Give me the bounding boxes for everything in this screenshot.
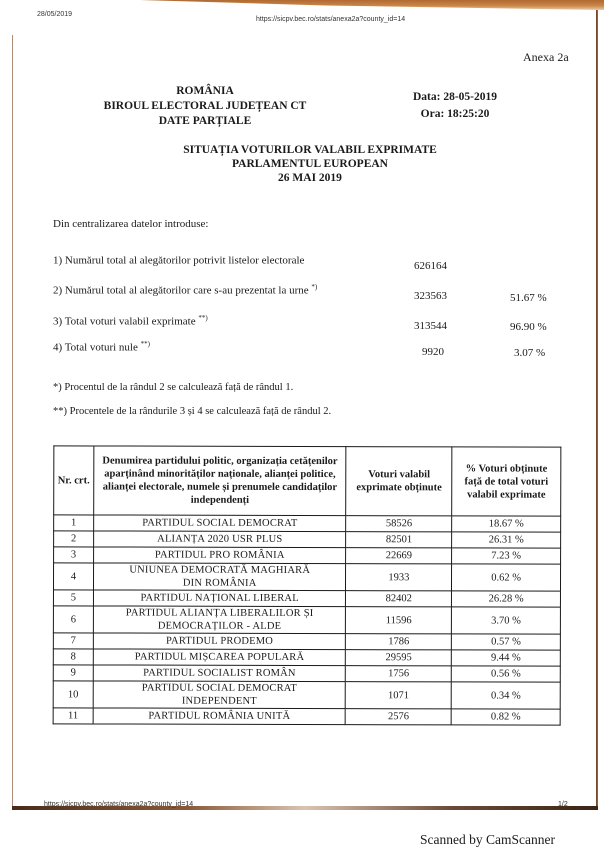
cell-votes: 11596 bbox=[346, 607, 452, 634]
print-url: https://sicpv.bec.ro/stats/anexa2a?county_id=14 bbox=[256, 16, 406, 23]
cell-nr: 10 bbox=[53, 681, 93, 708]
stat-label-text: 3) Total voturi valabil exprimate bbox=[53, 315, 196, 328]
results-table bbox=[53, 445, 562, 725]
cell-party: PARTIDUL SOCIAL DEMOCRAT bbox=[94, 515, 347, 532]
cell-percent: 3.70 % bbox=[452, 607, 561, 634]
cell-party: PARTIDUL ALIANȚA LIBERALILOR ȘI DEMOCRAȚILOR - ALDE bbox=[93, 606, 346, 634]
stat-value: 9920 bbox=[422, 346, 444, 358]
cell-votes: 1071 bbox=[346, 682, 452, 709]
cell-percent: 26.31 % bbox=[452, 532, 561, 548]
stat-label-text: 2) Numărul total al alegătorilor care s-au prezentat la urne bbox=[53, 284, 309, 297]
table-row bbox=[53, 606, 560, 634]
cell-percent: 0.34 % bbox=[451, 682, 560, 709]
cell-percent: 26.28 % bbox=[452, 591, 561, 607]
table-row bbox=[53, 649, 560, 666]
data-status: DATE PARȚIALE bbox=[158, 115, 252, 127]
cell-votes: 1933 bbox=[346, 564, 452, 591]
column-header-votes: Voturi valabil exprimate obținute bbox=[346, 447, 452, 516]
footnote: **) Procentele de la rândurile 3 și 4 se calculează față de rândul 2. bbox=[53, 406, 332, 417]
wood-background bbox=[140, 0, 604, 10]
stat-percent: 96.90 % bbox=[510, 321, 547, 333]
title-line: PARLAMENTUL EUROPEAN bbox=[231, 158, 388, 170]
stat-label bbox=[53, 253, 304, 267]
cell-percent: 0.62 % bbox=[452, 564, 561, 591]
cell-party: PARTIDUL MIȘCAREA POPULARĂ bbox=[93, 649, 346, 666]
stat-label bbox=[53, 283, 317, 297]
datetime-block bbox=[395, 89, 515, 123]
cell-nr: 7 bbox=[53, 633, 93, 649]
cell-percent: 0.57 % bbox=[452, 634, 561, 650]
annex-label: Anexa 2a bbox=[523, 50, 569, 64]
cell-party: PARTIDUL SOCIAL DEMOCRAT INDEPENDENT bbox=[93, 681, 346, 709]
stat-percent: 51.67 % bbox=[510, 292, 547, 304]
cell-nr: 2 bbox=[54, 531, 94, 547]
cell-votes: 2576 bbox=[346, 709, 452, 725]
table-row bbox=[53, 681, 560, 709]
document-title bbox=[150, 143, 470, 185]
stat-value: 323563 bbox=[414, 290, 447, 302]
cell-votes: 22669 bbox=[346, 548, 452, 564]
stat-value: 313544 bbox=[414, 320, 447, 332]
report-date: Data: 28-05-2019 bbox=[413, 91, 497, 103]
cell-votes: 29595 bbox=[346, 650, 452, 666]
table-row bbox=[54, 531, 561, 548]
bureau-name: BIROUL ELECTORAL JUDEȚEAN CT bbox=[103, 100, 307, 112]
cell-nr: 9 bbox=[53, 665, 93, 681]
cell-percent: 9.44 % bbox=[452, 650, 561, 666]
cell-nr: 3 bbox=[54, 547, 94, 563]
cell-percent: 7.23 % bbox=[452, 548, 561, 564]
cell-votes: 58526 bbox=[346, 516, 452, 532]
column-header-nr: Nr. crt. bbox=[54, 446, 94, 515]
column-header-percent: % Voturi obținute față de total voturi valabil exprimate bbox=[452, 447, 561, 516]
cell-party: PARTIDUL PRODEMO bbox=[93, 633, 346, 650]
stat-label-text: 1) Numărul total al alegătorilor potrivit listelor electorale bbox=[53, 254, 305, 267]
stat-label-text: 4) Total voturi nule bbox=[53, 341, 138, 354]
cell-votes: 1786 bbox=[346, 634, 452, 650]
cell-nr: 6 bbox=[53, 606, 93, 633]
cell-votes: 82402 bbox=[346, 591, 452, 607]
issuer-block bbox=[100, 84, 310, 129]
cell-votes: 82501 bbox=[346, 532, 452, 548]
stat-label bbox=[53, 340, 150, 354]
footnote-mark: **) bbox=[140, 340, 150, 348]
title-line: 26 MAI 2019 bbox=[278, 172, 342, 184]
page-edge bbox=[12, 35, 13, 810]
cell-nr: 4 bbox=[53, 563, 93, 590]
cell-percent: 0.56 % bbox=[451, 666, 560, 682]
stat-label bbox=[53, 314, 208, 328]
table-row bbox=[53, 708, 560, 725]
table-header-row bbox=[54, 446, 561, 516]
stat-value: 626164 bbox=[414, 260, 447, 272]
cell-percent: 0.82 % bbox=[451, 709, 560, 725]
cell-party: PARTIDUL SOCIALIST ROMÂN bbox=[93, 665, 346, 682]
cell-nr: 1 bbox=[54, 515, 94, 531]
report-time: Ora: 18:25:20 bbox=[420, 108, 490, 120]
footnote: *) Procentul de la rândul 2 se calculează față de rândul 1. bbox=[53, 382, 294, 393]
page-number: 1/2 bbox=[558, 801, 568, 808]
country-name: ROMÂNIA bbox=[176, 85, 234, 97]
stat-percent: 3.07 % bbox=[514, 347, 546, 359]
footnote-mark: *) bbox=[311, 283, 318, 291]
cell-nr: 5 bbox=[53, 590, 93, 606]
intro-text: Din centralizarea datelor introduse: bbox=[53, 218, 209, 230]
cell-party: PARTIDUL NAȚIONAL LIBERAL bbox=[93, 590, 346, 607]
table-row bbox=[53, 563, 560, 591]
cell-nr: 8 bbox=[53, 649, 93, 665]
cell-party: PARTIDUL ROMÂNIA UNITĂ bbox=[93, 708, 346, 725]
cell-nr: 11 bbox=[53, 708, 93, 724]
footer-url: https://sicpv.bec.ro/stats/anexa2a?county_id=14 bbox=[44, 801, 194, 808]
print-date: 28/05/2019 bbox=[37, 11, 73, 18]
camscanner-watermark: Scanned by CamScanner bbox=[420, 832, 555, 847]
table-row bbox=[53, 665, 560, 682]
cell-party: PARTIDUL PRO ROMÂNIA bbox=[93, 547, 346, 564]
footnote-mark: **) bbox=[198, 314, 208, 322]
page-edge bbox=[596, 10, 598, 810]
cell-party: UNIUNEA DEMOCRATĂ MAGHIARĂ DIN ROMÂNIA bbox=[93, 563, 346, 591]
title-line: SITUAȚIA VOTURILOR VALABIL EXPRIMATE bbox=[183, 144, 437, 156]
column-header-name: Denumirea partidului politic, organizația cetățenilor aparținând minorităților naționale, alianței politice, alianței electorale, numele și prenumele candidaților independenți bbox=[94, 446, 347, 516]
cell-percent: 18.67 % bbox=[452, 516, 561, 532]
table-row bbox=[53, 633, 560, 650]
table-row bbox=[53, 590, 560, 607]
cell-votes: 1756 bbox=[346, 666, 452, 682]
cell-party: ALIANȚA 2020 USR PLUS bbox=[94, 531, 347, 548]
table-row bbox=[54, 547, 561, 564]
table-row bbox=[54, 515, 561, 532]
